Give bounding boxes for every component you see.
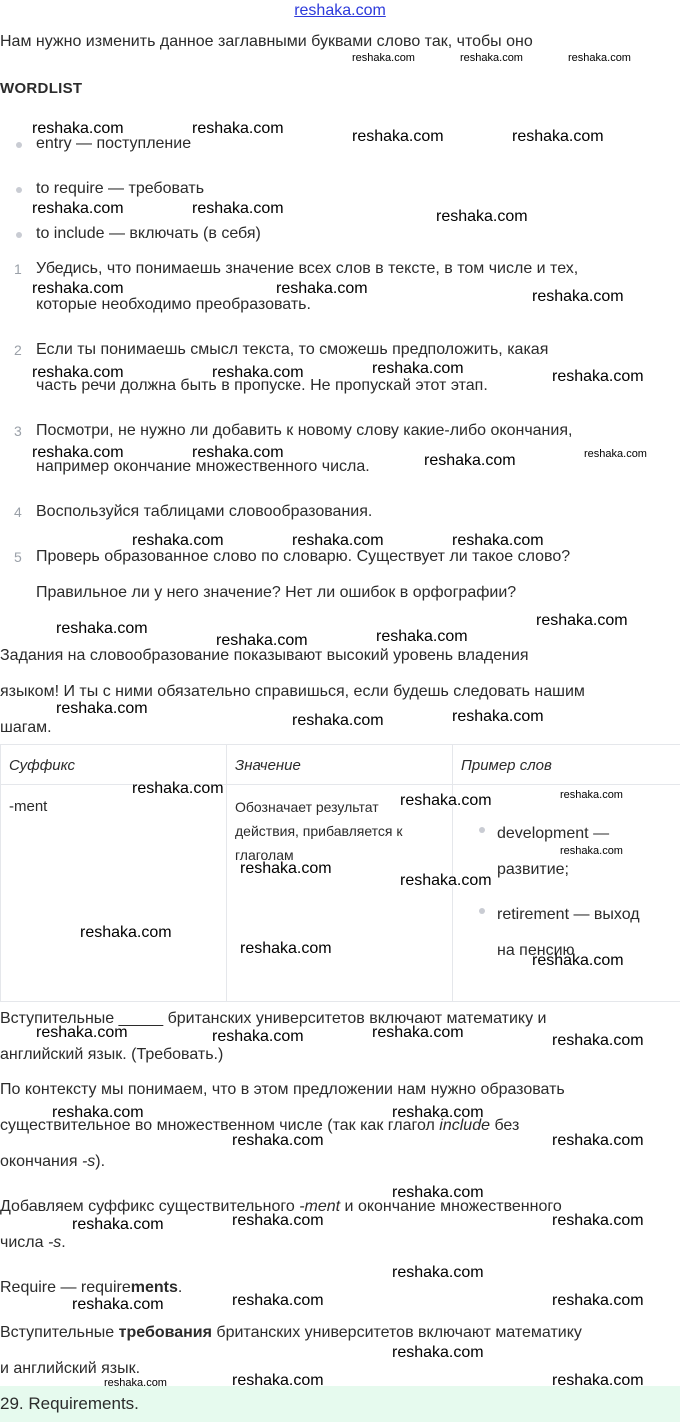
derive-text: Require — requirements. xyxy=(0,1279,183,1296)
example-line: development — xyxy=(497,825,610,842)
watermark: reshaka.com xyxy=(192,200,284,217)
encourage-text: шагам. xyxy=(0,719,52,736)
watermark: reshaka.com xyxy=(212,364,304,381)
step-text: Посмотри, не нужно ли добавить к новому слову какие-либо окончания, xyxy=(36,422,573,439)
site-link[interactable]: reshaka.com xyxy=(294,2,386,19)
watermark: reshaka.com xyxy=(32,200,124,217)
watermark: reshaka.com xyxy=(532,288,624,305)
step-text: например окончание множественного числа. xyxy=(36,458,370,475)
table-header: Пример слов xyxy=(453,745,680,785)
intro-text: Нам нужно изменить данное заглавными буквами слово так, чтобы оно xyxy=(0,33,533,50)
watermark: reshaka.com xyxy=(536,612,628,629)
watermark: reshaka.com xyxy=(276,280,368,297)
watermark: reshaka.com xyxy=(192,444,284,461)
bullet-icon xyxy=(479,908,485,914)
step-number: 4 xyxy=(14,504,22,520)
watermark: reshaka.com xyxy=(568,52,631,64)
bullet-icon xyxy=(16,187,22,193)
add-text: числа -s. xyxy=(0,1234,66,1251)
final-text: Вступительные требования британских университетов включают математику xyxy=(0,1324,582,1341)
watermark: reshaka.com xyxy=(392,1264,484,1281)
wordlist-item: entry — поступление xyxy=(36,135,192,152)
watermark: reshaka.com xyxy=(460,52,523,64)
watermark: reshaka.com xyxy=(132,532,224,549)
watermark: reshaka.com xyxy=(400,872,492,889)
watermark: reshaka.com xyxy=(192,120,284,137)
watermark: reshaka.com xyxy=(232,1212,324,1229)
meaning-line: Обозначает результат xyxy=(235,799,379,815)
step-text: Если ты понимаешь смысл текста, то сможешь предположить, какая xyxy=(36,341,549,358)
bullet-icon xyxy=(16,142,22,148)
watermark: reshaka.com xyxy=(552,1292,644,1309)
task-text: Вступительные _____ британских университетов включают математику и xyxy=(0,1010,547,1027)
watermark: reshaka.com xyxy=(352,128,444,145)
watermark: reshaka.com xyxy=(132,780,224,797)
watermark: reshaka.com xyxy=(216,632,308,649)
final-text: и английский язык. xyxy=(0,1360,141,1377)
watermark: reshaka.com xyxy=(32,280,124,297)
watermark: reshaka.com xyxy=(372,1024,464,1041)
watermark: reshaka.com xyxy=(532,952,624,969)
watermark: reshaka.com xyxy=(72,1216,164,1233)
watermark: reshaka.com xyxy=(352,52,415,64)
example-line: retirement — выход xyxy=(497,906,640,923)
bullet-icon xyxy=(16,232,22,238)
watermark: reshaka.com xyxy=(292,712,384,729)
watermark: reshaka.com xyxy=(552,1132,644,1149)
step-text: часть речи должна быть в пропуске. Не пропускай этот этап. xyxy=(36,377,488,394)
watermark: reshaka.com xyxy=(232,1372,324,1389)
watermark: reshaka.com xyxy=(452,532,544,549)
step-text: Проверь образованное слово по словарю. Существует ли такое слово? xyxy=(36,548,571,565)
wordlist-heading: WORDLIST xyxy=(0,80,83,97)
explanation-text: существительное во множественном числе (так как глагол include без xyxy=(0,1117,520,1134)
watermark: reshaka.com xyxy=(436,208,528,225)
watermark: reshaka.com xyxy=(72,1296,164,1313)
example-line: развитие; xyxy=(497,861,569,878)
task-text: английский язык. (Требовать.) xyxy=(0,1046,224,1063)
step-text: Убедись, что понимаешь значение всех слов в тексте, в том числе и тех, xyxy=(36,260,579,277)
bullet-icon xyxy=(479,827,485,833)
step-number: 5 xyxy=(14,549,22,565)
watermark: reshaka.com xyxy=(32,364,124,381)
step-number: 1 xyxy=(14,261,22,277)
table-header: Суффикс xyxy=(1,745,227,785)
watermark: reshaka.com xyxy=(372,360,464,377)
table-header: Значение xyxy=(227,745,453,785)
encourage-text: языком! И ты с ними обязательно справишься, если будешь следовать нашим xyxy=(0,683,585,700)
watermark: reshaka.com xyxy=(584,448,647,460)
explanation-text: По контексту мы понимаем, что в этом предложении нам нужно образовать xyxy=(0,1081,565,1098)
watermark: reshaka.com xyxy=(376,628,468,645)
watermark: reshaka.com xyxy=(36,1024,128,1041)
answer-text: 29. Requirements. xyxy=(0,1394,139,1413)
watermark: reshaka.com xyxy=(452,708,544,725)
watermark: reshaka.com xyxy=(32,444,124,461)
watermark: reshaka.com xyxy=(56,700,148,717)
wordlist-item: to include — включать (в себя) xyxy=(36,225,261,242)
wordlist-item: to require — требовать xyxy=(36,180,205,197)
watermark: reshaka.com xyxy=(552,368,644,385)
watermark: reshaka.com xyxy=(552,1372,644,1389)
watermark: reshaka.com xyxy=(392,1184,484,1201)
watermark: reshaka.com xyxy=(392,1104,484,1121)
example-line: на пенсию xyxy=(497,942,575,959)
step-text: Воспользуйся таблицами словообразования. xyxy=(36,503,373,520)
meaning-line: действия, прибавляется к xyxy=(235,823,403,839)
watermark: reshaka.com xyxy=(232,1292,324,1309)
watermark: reshaka.com xyxy=(212,1028,304,1045)
watermark: reshaka.com xyxy=(552,1212,644,1229)
watermark: reshaka.com xyxy=(424,452,516,469)
watermark: reshaka.com xyxy=(512,128,604,145)
answer-bar xyxy=(0,1386,680,1422)
add-text: Добавляем суффикс существительного -ment и окончание множественного xyxy=(0,1198,562,1215)
explanation-text: окончания -s). xyxy=(0,1153,106,1170)
step-number: 2 xyxy=(14,342,22,358)
watermark: reshaka.com xyxy=(552,1032,644,1049)
watermark: reshaka.com xyxy=(56,620,148,637)
step-number: 3 xyxy=(14,423,22,439)
step-text: Правильное ли у него значение? Нет ли ошибок в орфографии? xyxy=(36,584,517,601)
step-text: которые необходимо преобразовать. xyxy=(36,296,311,313)
watermark: reshaka.com xyxy=(232,1132,324,1149)
encourage-text: Задания на словообразование показывают высокий уровень владения xyxy=(0,647,529,664)
meaning-line: глаголам xyxy=(235,847,294,863)
watermark: reshaka.com xyxy=(560,845,623,857)
watermark: reshaka.com xyxy=(52,1104,144,1121)
watermark: reshaka.com xyxy=(292,532,384,549)
suffix-cell: -ment xyxy=(9,798,48,815)
watermark: reshaka.com xyxy=(80,924,172,941)
watermark: reshaka.com xyxy=(104,1377,167,1389)
watermark: reshaka.com xyxy=(392,1344,484,1361)
watermark: reshaka.com xyxy=(32,120,124,137)
watermark: reshaka.com xyxy=(400,792,492,809)
watermark: reshaka.com xyxy=(240,860,332,877)
watermark: reshaka.com xyxy=(240,940,332,957)
watermark: reshaka.com xyxy=(560,789,623,801)
